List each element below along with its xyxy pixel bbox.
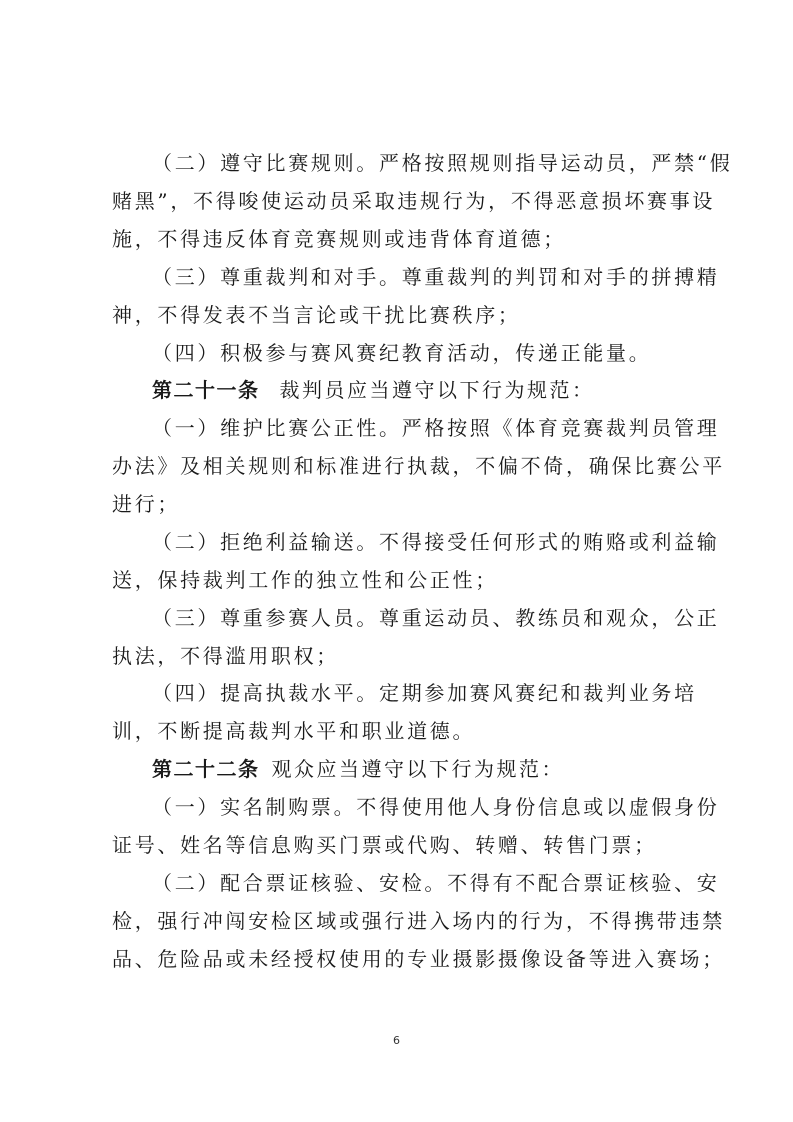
paragraph-line: 品、危险品或未经授权使用的专业摄影摄像设备等进入赛场；	[112, 947, 725, 971]
article-21-heading: 第二十一条	[152, 378, 260, 402]
paragraph-line: 证号、姓名等信息购买门票或代购、转赠、转售门票；	[112, 833, 657, 857]
paragraph-line: 执法，不得滥用职权；	[112, 644, 339, 668]
paragraph-line: （一）实名制购票。不得使用他人身份信息或以虚假身份	[152, 795, 720, 819]
paragraph-line: 神，不得发表不当言论或干扰比赛秩序；	[112, 303, 521, 327]
paragraph-line: （四）积极参与赛风赛纪教育活动，传递正能量。	[152, 341, 652, 365]
article-22-heading: 第二十二条	[152, 757, 260, 781]
article-22	[152, 756, 692, 782]
paragraph-line: （一）维护比赛公正性。严格按照《体育竞赛裁判员管理	[152, 416, 720, 440]
paragraph-line: （三）尊重参赛人员。尊重运动员、教练员和观众，公正	[152, 606, 720, 630]
paragraph-line: 送，保持裁判工作的独立性和公正性；	[112, 568, 498, 592]
paragraph-line: 办法》及相关规则和标准进行执裁，不偏不倚，确保比赛公平	[112, 454, 725, 478]
article-22-body: 观众应当遵守以下行为规范：	[271, 757, 564, 781]
paragraph-line: 进行；	[112, 492, 181, 516]
paragraph-line: （二）遵守比赛规则。严格按照规则指导运动员，严禁“假	[152, 151, 733, 175]
paragraph-line: 施，不得违反体育竞赛规则或违背体育道德；	[112, 227, 566, 251]
paragraph-line: （二）拒绝利益输送。不得接受任何形式的贿赂或利益输	[152, 530, 720, 554]
paragraph-line: 赌黑”，不得唆使运动员采取违规行为，不得恶意损坏赛事设	[112, 189, 716, 213]
paragraph-line: 检，强行冲闯安检区域或强行进入场内的行为，不得携带违禁	[112, 909, 725, 933]
article-21	[152, 377, 692, 403]
article-21-body: 裁判员应当遵守以下行为规范：	[279, 378, 595, 402]
page-number: 6	[393, 1034, 400, 1047]
paragraph-line: （四）提高执裁水平。定期参加赛风赛纪和裁判业务培	[152, 681, 697, 705]
paragraph-line: 训，不断提高裁判水平和职业道德。	[112, 719, 476, 743]
paragraph-line: （二）配合票证核验、安检。不得有不配合票证核验、安	[152, 871, 720, 895]
paragraph-line: （三）尊重裁判和对手。尊重裁判的判罚和对手的拼搏精	[152, 265, 720, 289]
